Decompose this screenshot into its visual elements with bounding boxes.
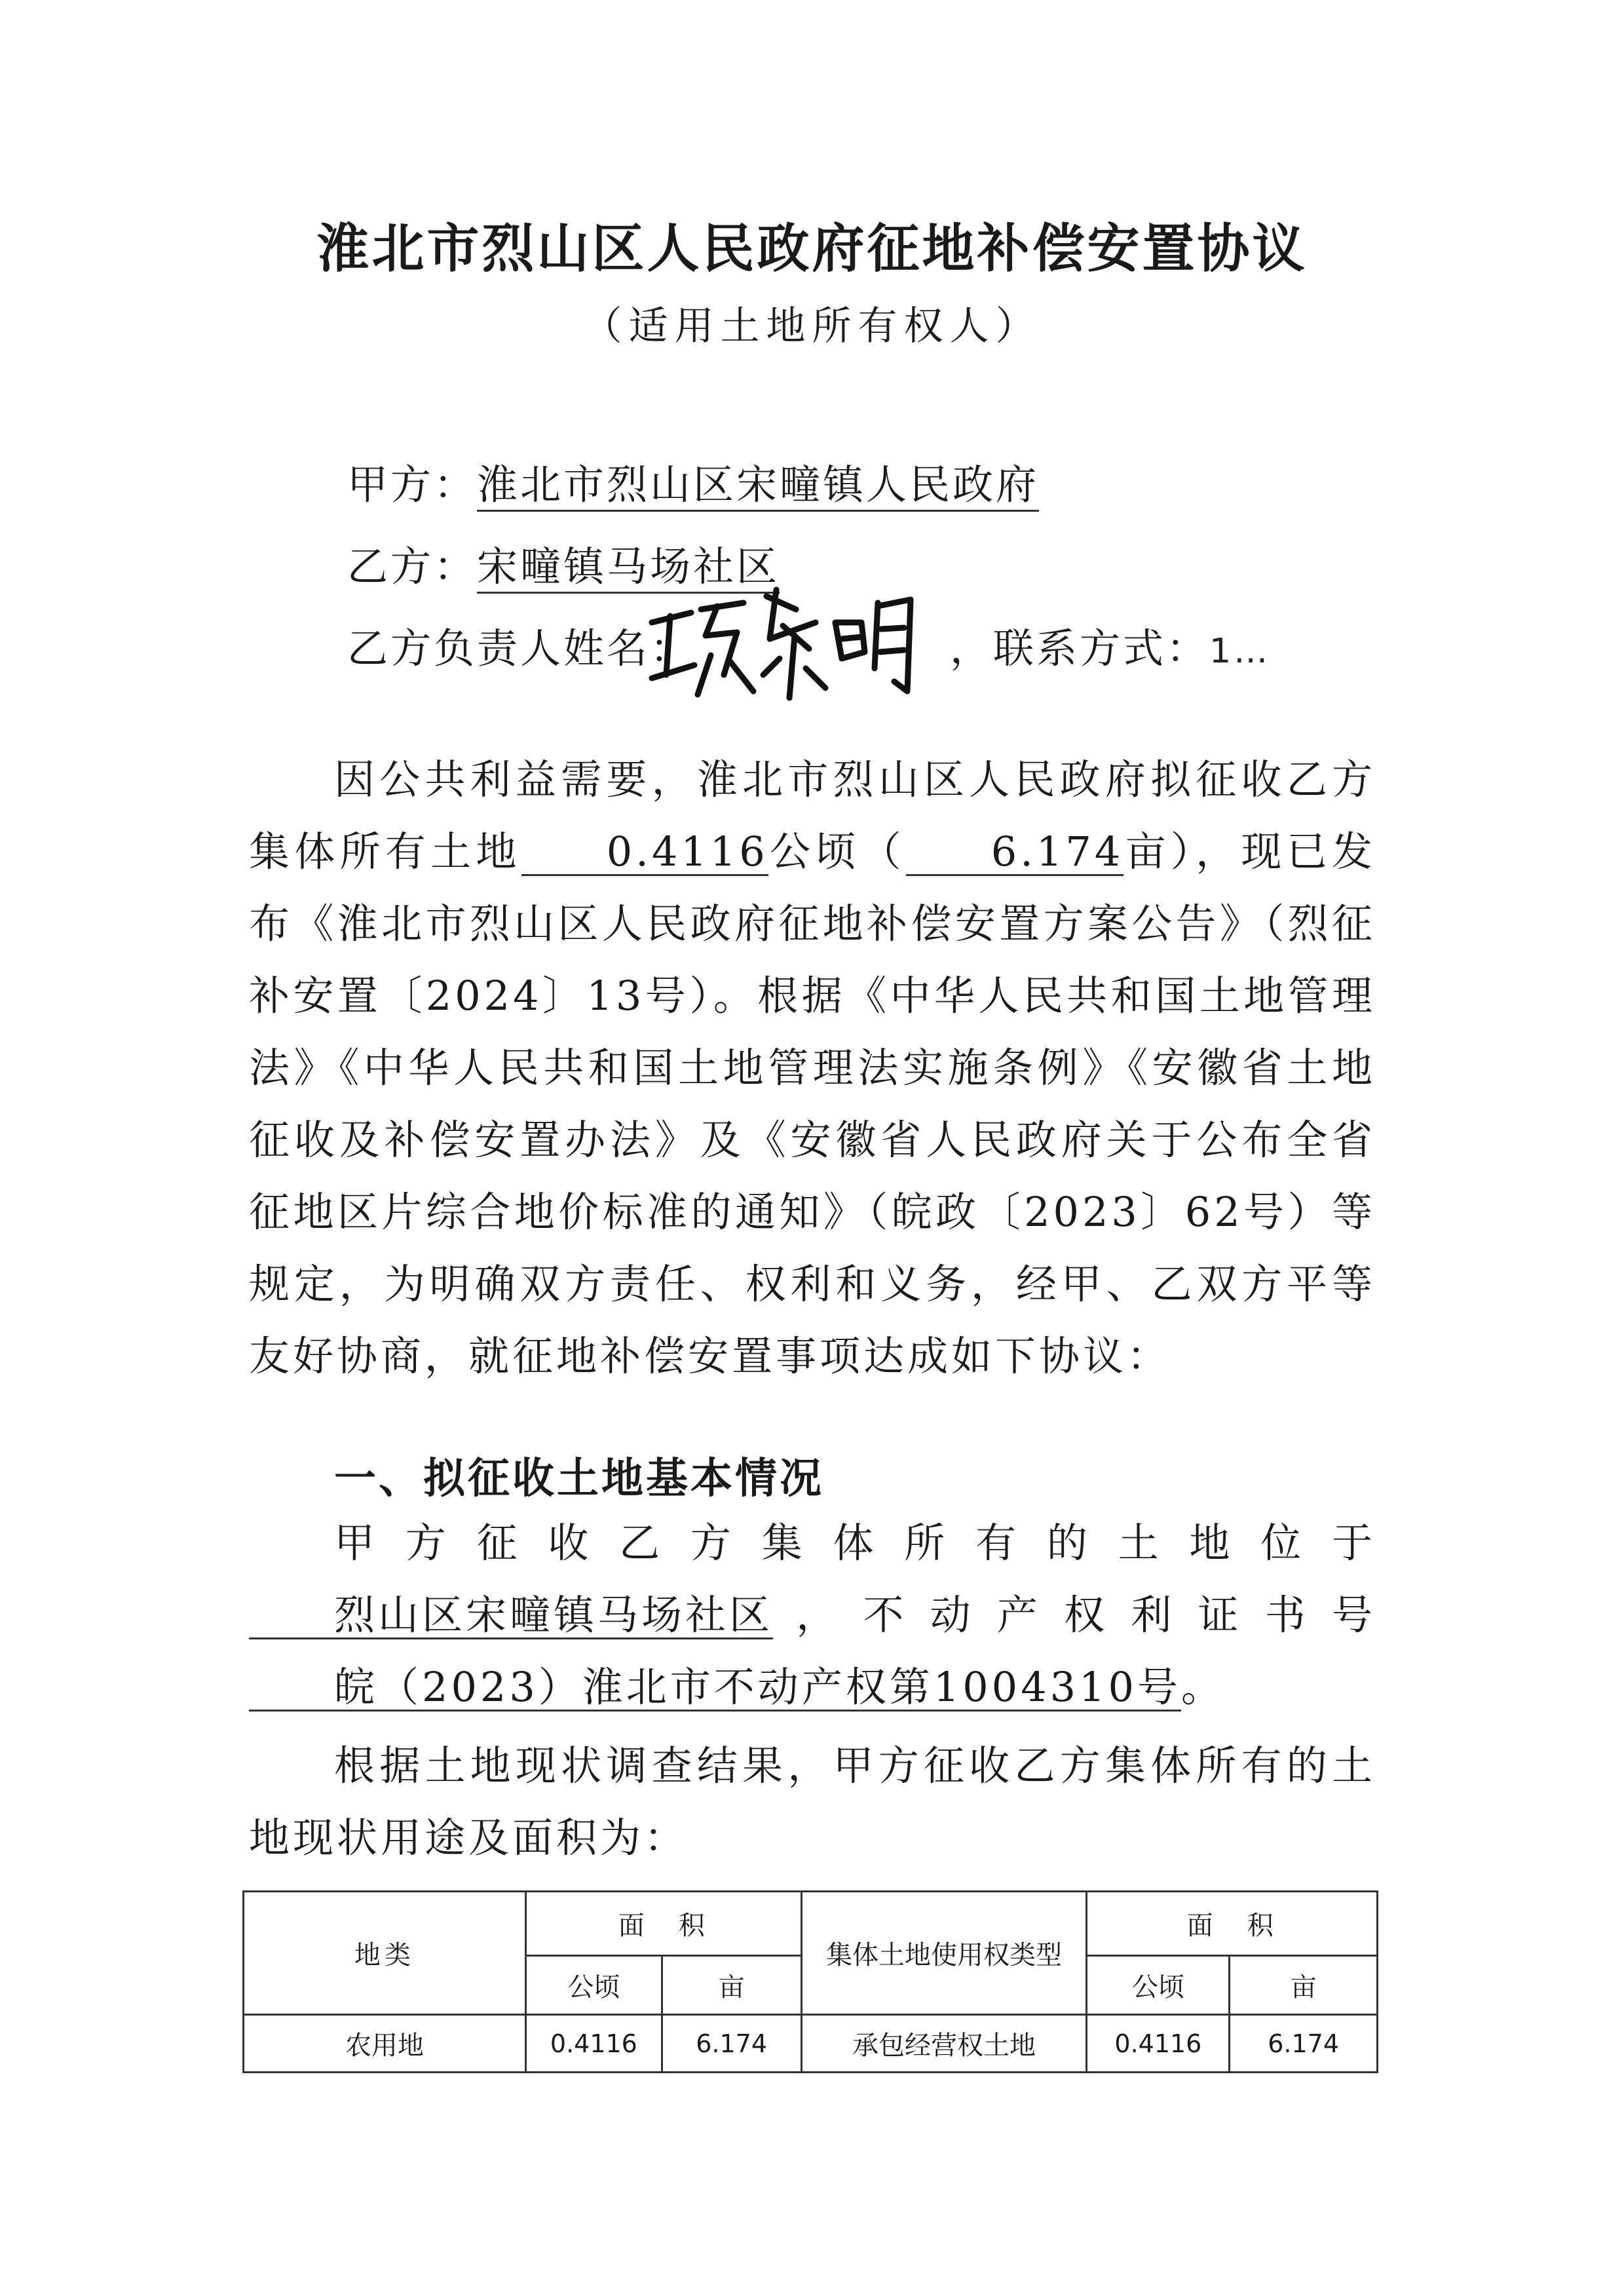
- table-row: [244, 2015, 1378, 2073]
- area-mu: 6.174: [906, 830, 1124, 876]
- paragraph-2-text-b: ，不动产权利证书号: [773, 1591, 1376, 1639]
- paragraph-1-text-a: 因公共利益需要，淮北市烈山区人民政府拟征收乙方集体所有土地: [249, 756, 1376, 875]
- land-area-table: [242, 1890, 1378, 2073]
- header-area-2: 面 积: [1087, 1892, 1378, 1956]
- cell-land-type: 农用地: [244, 2015, 526, 2073]
- paragraph-2-text-a: 甲方征收乙方集体所有的土地位于: [334, 1519, 1376, 1567]
- header-hectare: 公顷: [525, 1956, 662, 2015]
- area-hectare: 0.4116: [521, 830, 768, 876]
- party-a-value: 淮北市烈山区宋疃镇人民政府: [477, 461, 1039, 512]
- header-right-type: 集体土地使用权类型: [801, 1892, 1087, 2015]
- header-mu: 亩: [662, 1956, 801, 2015]
- handwritten-signature: [645, 577, 934, 708]
- party-b-label: 乙方：: [347, 543, 478, 590]
- contact-value: 1…: [1209, 632, 1271, 671]
- header-hectare-2: 公顷: [1087, 1956, 1230, 2015]
- contact-label: ，联系方式：: [950, 624, 1210, 672]
- paragraph-1: [249, 744, 1376, 1392]
- party-a-line: [347, 452, 1039, 510]
- party-b-rep-label: 乙方负责人姓名：: [347, 624, 694, 672]
- land-location: 烈山区宋疃镇马场社区: [249, 1593, 773, 1639]
- cell-mu-2: 6.174: [1230, 2015, 1378, 2073]
- cell-hectare: 0.4116: [525, 2015, 662, 2073]
- document-subtitle: （适用土地所有权人）: [582, 303, 1042, 349]
- cell-right-type: 承包经营权土地: [801, 2015, 1087, 2073]
- section-1-heading: 一、拟征收土地基本情况: [334, 1455, 824, 1503]
- header-land-type: 地类: [244, 1892, 526, 2015]
- paragraph-2: [249, 1507, 1376, 1723]
- cell-hectare-2: 0.4116: [1087, 2015, 1230, 2073]
- document-title: 淮北市烈山区人民政府征地补偿安置协议: [316, 218, 1308, 279]
- party-b-rep-line: [347, 616, 693, 674]
- header-mu-2: 亩: [1230, 1956, 1378, 2015]
- paragraph-3: 根据土地现状调查结果，甲方征收乙方集体所有的土地现状用途及面积为：: [249, 1742, 1376, 1862]
- party-b-value: 宋疃镇马场社区: [477, 543, 780, 594]
- paragraph-1-text-b: 公顷（: [768, 828, 906, 875]
- cell-mu: 6.174: [662, 2015, 801, 2073]
- property-certificate-number: 皖（2023）淮北市不动产权第1004310号: [249, 1665, 1181, 1712]
- party-a-label: 甲方：: [347, 461, 478, 508]
- contact-line: [950, 616, 1270, 674]
- header-area: 面 积: [525, 1892, 801, 1956]
- paragraph-1-text-c: 亩），现已发布《淮北市烈山区人民政府征地补偿安置方案公告》（烈征补安置〔2024〕13号）。根据《中华人民共和国土地管理法》《中华人民共和国土地管理法实施条例》《安徽省土地征收及补偿安置办法》及《安徽省人民政府关于公布全省征地区片综合地价标准的通知》（皖政〔2023〕62号）等规定，为明确双方责任、权利和义务，经甲、乙双方平等友好协商，就征地补偿安置事项达成如下协议：: [249, 828, 1376, 1380]
- paragraph-2-text-c: 。: [1180, 1663, 1225, 1711]
